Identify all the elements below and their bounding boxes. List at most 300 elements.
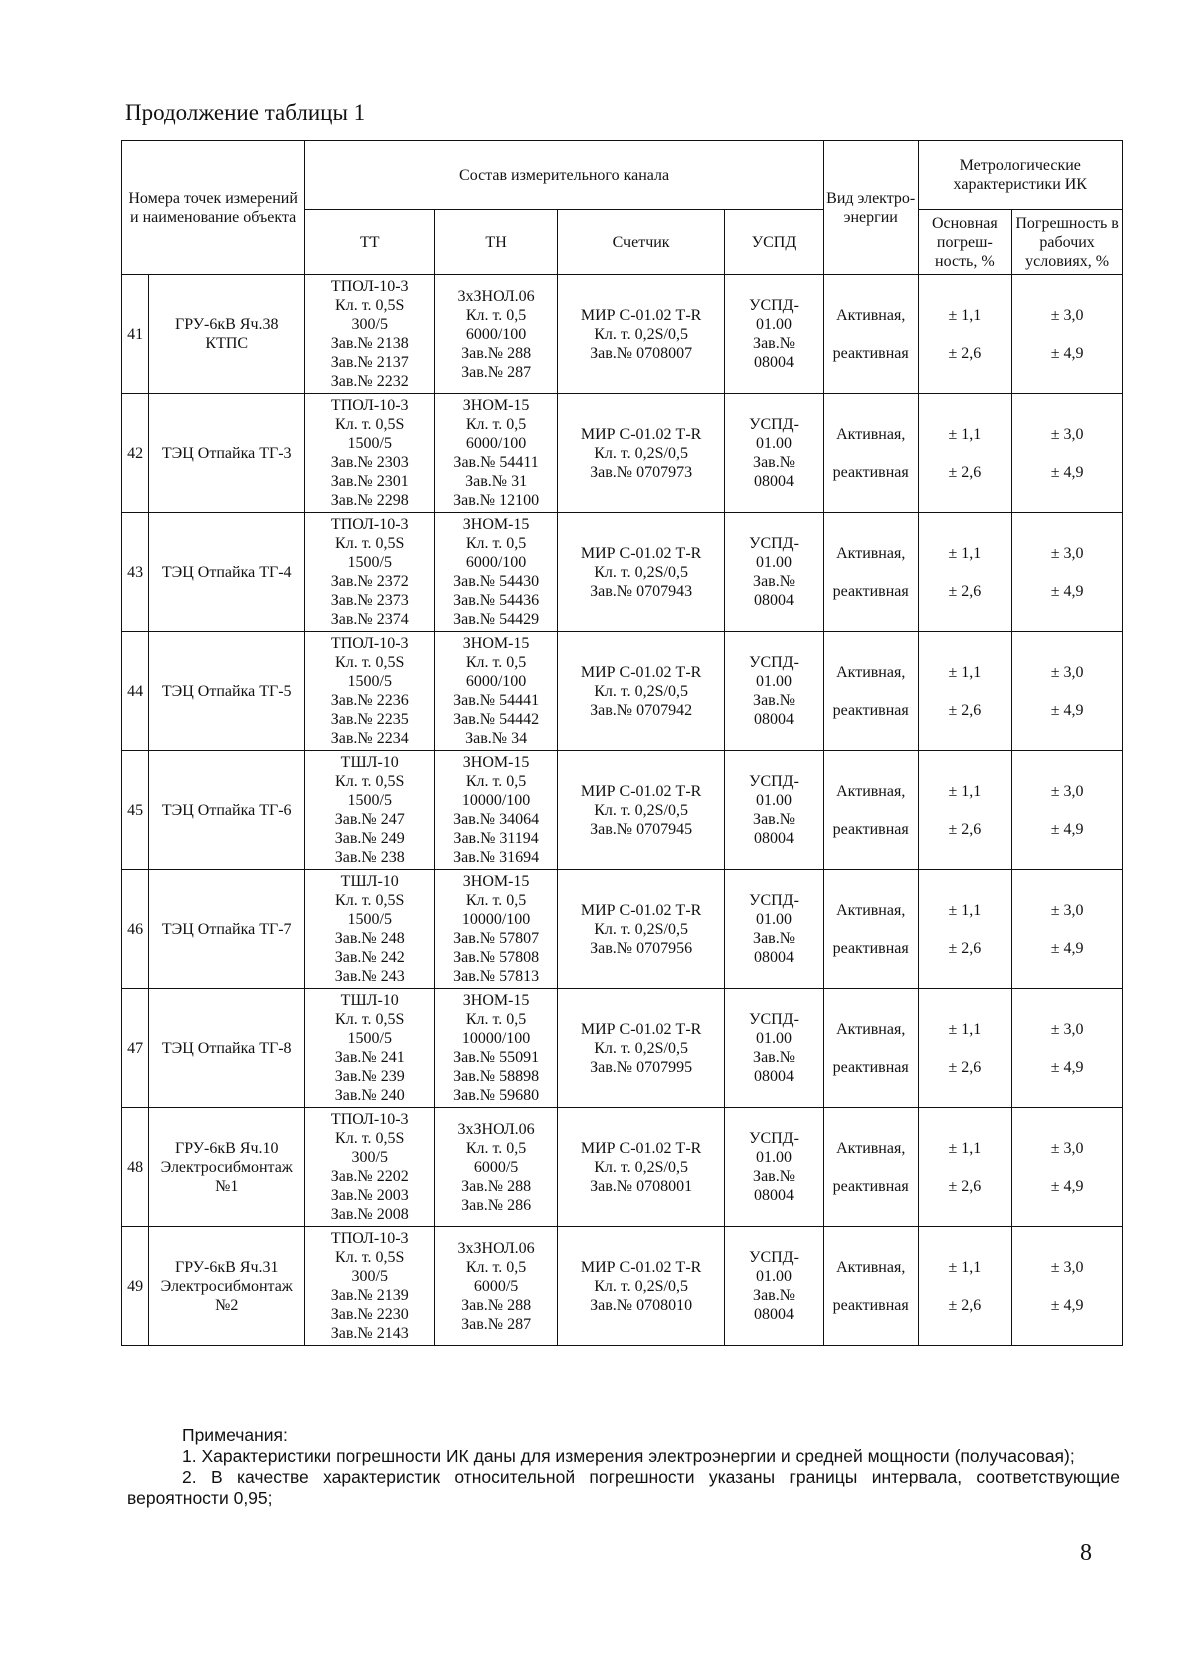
tn-cell-line: Зав.№ 57813 [453,968,540,985]
meter-cell-line: Зав.№ 0707945 [590,820,693,838]
basic-error-cell [918,1108,1012,1227]
uspd-cell-line: УСПД- [749,1130,799,1147]
tt-cell-line: ТПОЛ-10-3 [330,1111,409,1128]
tt-cell-line: Кл. т. 0,5S [335,535,405,552]
tn-cell-line: Зав.№ 286 [461,1196,532,1214]
uspd-cell-line: 08004 [754,592,795,609]
meter-cell [558,275,725,394]
tt-cell [305,751,435,870]
tn-cell-line: Кл. т. 0,5 [465,1258,527,1276]
meter-cell-line: Зав.№ 0707995 [590,1058,693,1076]
notes [127,1425,1120,1509]
uspd-cell-line: УСПД- [749,1011,799,1028]
uspd-cell-line: 08004 [754,949,795,966]
working-error-cell-line: ± 4,9 [1050,1058,1084,1076]
tn-cell-line: 10000/100 [461,792,531,809]
uspd-cell-line: УСПД- [749,654,799,671]
uspd-cell-line: 08004 [754,473,795,490]
tn-cell-line: Зав.№ 54441 [453,692,540,709]
working-error-cell-line: ± 4,9 [1050,463,1084,481]
tt-cell-line: Зав.№ 2236 [330,692,409,709]
tn-cell-line: 6000/100 [465,435,527,452]
object-name-line: Электросибмонтаж [160,1158,293,1176]
table-row [122,870,1123,989]
basic-error-cell-line: ± 2,6 [948,344,982,362]
uspd-cell-line: УСПД- [749,892,799,909]
working-error-cell-line: ± 4,9 [1050,701,1084,719]
tt-cell-line: ТПОЛ-10-3 [330,635,409,652]
basic-error-cell-line: ± 1,1 [948,1258,982,1276]
object-name-line: ТЭЦ Отпайка ТГ-5 [161,682,292,700]
tn-cell [435,989,558,1108]
object-name-line: ТЭЦ Отпайка ТГ-8 [161,1039,292,1057]
tt-cell-line: Кл. т. 0,5S [335,1130,405,1147]
basic-error-cell-line: ± 2,6 [948,1177,982,1195]
tn-cell-line: Кл. т. 0,5 [465,892,527,909]
meter-cell-line: МИР С-01.02 Т-R [580,782,702,800]
working-error-cell [1012,513,1123,632]
row-number: 41 [122,275,149,394]
tn-cell [435,1227,558,1346]
working-error-cell [1012,1108,1123,1227]
working-error-cell [1012,275,1123,394]
working-error-cell [1012,1227,1123,1346]
tn-cell-line: Зав.№ 55091 [453,1049,540,1066]
meter-cell-line: Кл. т. 0,2S/0,5 [594,325,688,343]
basic-error-cell-line: ± 2,6 [948,1296,982,1314]
tt-cell-line: ТШЛ-10 [340,873,399,890]
meter-cell-line: МИР С-01.02 Т-R [580,425,702,443]
tt-cell-line: Зав.№ 2202 [330,1168,409,1185]
tn-cell-line: Зав.№ 54442 [453,711,540,728]
tt-cell-line: Зав.№ 2234 [330,730,409,747]
object-name-line: ТЭЦ Отпайка ТГ-7 [161,920,292,938]
tt-cell-line: Кл. т. 0,5S [335,773,405,790]
tt-cell [305,632,435,751]
working-error-cell-line: ± 4,9 [1050,344,1084,362]
uspd-cell-line: Зав.№ [753,930,795,947]
basic-error-cell-line: ± 2,6 [948,939,982,957]
header-tt: ТТ [305,210,435,275]
uspd-cell [725,275,824,394]
tt-cell-line: Кл. т. 0,5S [335,892,405,909]
object-name-line: ТЭЦ Отпайка ТГ-6 [161,801,292,819]
uspd-cell-line: Зав.№ [753,692,795,709]
meter-cell-line: Зав.№ 0707973 [590,463,693,481]
energy-cell [823,632,918,751]
tn-cell-line: Кл. т. 0,5 [465,1011,527,1028]
tt-cell-line: Зав.№ 238 [334,849,405,866]
working-error-cell-line: ± 3,0 [1050,782,1084,800]
tn-cell-line: 6000/5 [473,1277,519,1295]
tn-cell-line: ЗНОМ-15 [462,397,530,414]
tt-cell-line: ТПОЛ-10-3 [330,397,409,414]
energy-cell-line: Активная, [836,782,906,800]
uspd-cell-line: 01.00 [756,435,793,452]
tt-cell [305,870,435,989]
tt-cell-line: Зав.№ 240 [334,1087,405,1104]
row-number: 46 [122,870,149,989]
basic-error-cell-line: ± 2,6 [948,1058,982,1076]
tn-cell [435,632,558,751]
tn-cell-line: Кл. т. 0,5 [465,416,527,433]
tn-cell [435,1108,558,1227]
working-error-cell-line: ± 3,0 [1050,1020,1084,1038]
uspd-cell-line: Зав.№ [753,1049,795,1066]
uspd-cell-line: Зав.№ [753,1168,795,1185]
row-number: 48 [122,1108,149,1227]
table-row [122,751,1123,870]
meter-cell-line: МИР С-01.02 Т-R [580,544,702,562]
basic-error-cell-line: ± 1,1 [948,663,982,681]
basic-error-cell-line: ± 1,1 [948,782,982,800]
tt-cell-line: Кл. т. 0,5S [335,297,405,314]
tn-cell-line: Зав.№ 54429 [453,611,540,628]
uspd-cell [725,513,824,632]
basic-error-cell-line: ± 2,6 [948,582,982,600]
tn-cell-line: Зав.№ 287 [461,1315,532,1333]
working-error-cell-line: ± 3,0 [1050,901,1084,919]
header-energy-type: Вид электро-энергии [823,141,918,275]
tt-cell-line: Зав.№ 2301 [330,473,409,490]
tt-cell-line: 300/5 [351,316,388,333]
tn-cell-line: Зав.№ 12100 [453,492,540,509]
table-row [122,513,1123,632]
row-number: 42 [122,394,149,513]
object-name-line: ГРУ-6кВ Яч.31 [174,1258,279,1276]
basic-error-cell-line: ± 2,6 [948,463,982,481]
tn-cell-line: Зав.№ 288 [461,1177,532,1195]
uspd-cell-line: 01.00 [756,673,793,690]
meter-cell [558,1227,725,1346]
uspd-cell-line: 01.00 [756,1268,793,1285]
meter-cell-line: Зав.№ 0707942 [590,701,693,719]
tn-cell-line: Зав.№ 287 [461,363,532,381]
basic-error-cell [918,870,1012,989]
tt-cell-line: Зав.№ 2303 [330,454,409,471]
tn-cell [435,870,558,989]
tt-cell-line: Зав.№ 2374 [330,611,409,628]
working-error-cell-line: ± 3,0 [1050,1139,1084,1157]
table-row [122,394,1123,513]
object-name [149,1108,305,1227]
page-heading: Продолжение таблицы 1 [125,100,366,125]
basic-error-cell-line: ± 1,1 [948,306,982,324]
meter-cell-line: Зав.№ 0708001 [590,1177,693,1195]
tn-cell-line: ЗНОМ-15 [462,635,530,652]
tt-cell-line: Зав.№ 242 [334,949,405,966]
row-number: 49 [122,1227,149,1346]
tt-cell-line: 1500/5 [347,554,392,571]
table-row [122,989,1123,1108]
uspd-cell-line: 08004 [754,830,795,847]
meter-cell [558,870,725,989]
uspd-cell [725,394,824,513]
tn-cell-line: 6000/100 [465,554,527,571]
object-name-line: ГРУ-6кВ Яч.38 [174,316,279,333]
uspd-cell-line: 08004 [754,1306,795,1323]
tn-cell-line: Зав.№ 34064 [453,811,540,828]
note-item: 1. Характеристики погрешности ИК даны для измерения электроэнергии и средней мощности (получасовая); [182,1446,1075,1466]
meter-cell-line: МИР С-01.02 Т-R [580,1258,702,1276]
object-name [149,275,305,394]
basic-error-cell-line: ± 1,1 [948,425,982,443]
tt-cell-line: 1500/5 [347,1030,392,1047]
tn-cell-line: Зав.№ 57807 [453,930,540,947]
tn-cell-line: Кл. т. 0,5 [465,1139,527,1157]
row-number: 45 [122,751,149,870]
meter-cell-line: Кл. т. 0,2S/0,5 [594,801,688,819]
tt-cell-line: Зав.№ 247 [334,811,405,828]
object-name [149,394,305,513]
tt-cell-line: ТПОЛ-10-3 [330,278,409,295]
working-error-cell [1012,394,1123,513]
tt-cell-line: Зав.№ 239 [334,1068,405,1085]
uspd-cell-line: 01.00 [756,554,793,571]
basic-error-cell [918,989,1012,1108]
tn-cell-line: 10000/100 [461,911,531,928]
tn-cell-line: 10000/100 [461,1030,531,1047]
meter-cell [558,1108,725,1227]
tn-cell [435,513,558,632]
tt-cell [305,1227,435,1346]
uspd-cell [725,1108,824,1227]
meter-cell [558,989,725,1108]
tt-cell-line: Зав.№ 249 [334,830,405,847]
tt-cell-line: Зав.№ 248 [334,930,405,947]
meter-cell [558,394,725,513]
uspd-cell-line: Зав.№ [753,335,795,352]
energy-cell-line: реактивная [832,463,909,481]
energy-cell-line: Активная, [836,1139,906,1157]
working-error-cell [1012,751,1123,870]
notes-title: Примечания: [182,1425,288,1445]
meter-cell-line: Зав.№ 0708010 [590,1296,693,1314]
tt-cell-line: Зав.№ 243 [334,968,405,985]
tt-cell-line: Зав.№ 2003 [330,1187,409,1204]
meter-cell-line: МИР С-01.02 Т-R [580,901,702,919]
tt-cell-line: ТШЛ-10 [340,992,399,1009]
energy-cell-line: реактивная [832,701,909,719]
uspd-cell-line: 01.00 [756,1149,793,1166]
tn-cell-line: Зав.№ 34 [465,730,528,747]
tt-cell-line: Зав.№ 2139 [330,1287,409,1304]
tn-cell-line: Зав.№ 54436 [453,592,540,609]
energy-cell-line: реактивная [832,1177,909,1195]
uspd-cell [725,751,824,870]
meter-cell-line: Кл. т. 0,2S/0,5 [594,1277,688,1295]
uspd-cell-line: Зав.№ [753,573,795,590]
basic-error-cell [918,751,1012,870]
object-name-line: №2 [215,1296,239,1314]
header-uspd: УСПД [725,210,824,275]
energy-cell-line: Активная, [836,901,906,919]
note-item: 2. В качестве характеристик относительной погрешности указаны границы интервала, соответствующие вероятности 0,95; [127,1467,1120,1508]
meter-cell [558,632,725,751]
energy-cell-line: реактивная [832,582,909,600]
working-error-cell-line: ± 3,0 [1050,425,1084,443]
object-name-line: Электросибмонтаж [160,1277,293,1295]
working-error-cell [1012,989,1123,1108]
energy-cell-line: Активная, [836,425,906,443]
header-working-error: Погрешность в рабочих условиях, % [1012,210,1123,275]
meter-cell-line: МИР С-01.02 Т-R [580,1139,702,1157]
tt-cell-line: Зав.№ 2372 [330,573,409,590]
tt-cell-line: Зав.№ 2143 [330,1325,409,1342]
energy-cell [823,751,918,870]
tt-cell-line: 1500/5 [347,673,392,690]
uspd-cell-line: 08004 [754,354,795,371]
energy-cell [823,1227,918,1346]
object-name-line: №1 [215,1177,239,1195]
table-row [122,275,1123,394]
working-error-cell-line: ± 4,9 [1050,1177,1084,1195]
table-body [122,275,1123,1346]
tn-cell-line: ЗНОМ-15 [462,516,530,533]
tt-cell-line: 1500/5 [347,792,392,809]
tt-cell-line: Зав.№ 2137 [330,354,409,371]
energy-cell-line: Активная, [836,1020,906,1038]
tt-cell [305,394,435,513]
row-number: 43 [122,513,149,632]
tn-cell-line: Зав.№ 57808 [453,949,540,966]
energy-cell-line: реактивная [832,939,909,957]
header-basic-error: Основная погреш-ность, % [918,210,1012,275]
tn-cell-line: 3хЗНОЛ.06 [457,1120,535,1138]
meter-cell-line: Кл. т. 0,2S/0,5 [594,1039,688,1057]
energy-cell-line: реактивная [832,820,909,838]
working-error-cell-line: ± 3,0 [1050,663,1084,681]
meter-cell-line: Кл. т. 0,2S/0,5 [594,1158,688,1176]
tn-cell-line: Кл. т. 0,5 [465,306,527,324]
energy-cell-line: реактивная [832,1296,909,1314]
tt-cell [305,513,435,632]
meter-cell [558,751,725,870]
uspd-cell-line: УСПД- [749,1249,799,1266]
tt-cell-line: ТШЛ-10 [340,754,399,771]
uspd-cell-line: 01.00 [756,1030,793,1047]
uspd-cell-line: 01.00 [756,911,793,928]
energy-cell-line: реактивная [832,1058,909,1076]
uspd-cell-line: Зав.№ [753,1287,795,1304]
energy-cell-line: Активная, [836,1258,906,1276]
meter-cell-line: Кл. т. 0,2S/0,5 [594,444,688,462]
tn-cell [435,394,558,513]
header-meter: Счетчик [558,210,725,275]
energy-cell-line: Активная, [836,306,906,324]
meter-cell-line: Зав.№ 0707956 [590,939,693,957]
object-name-line: ТЭЦ Отпайка ТГ-3 [161,444,292,462]
basic-error-cell [918,513,1012,632]
basic-error-cell [918,1227,1012,1346]
uspd-cell-line: 01.00 [756,792,793,809]
tn-cell-line: Кл. т. 0,5 [465,535,527,552]
meter-cell-line: МИР С-01.02 Т-R [580,306,702,324]
tt-cell-line: ТПОЛ-10-3 [330,1230,409,1247]
tt-cell [305,1108,435,1227]
tt-cell-line: Зав.№ 2008 [330,1206,409,1223]
header-points: Номера точек измерений и наименование объекта [122,141,305,275]
tt-cell-line: Зав.№ 2138 [330,335,409,352]
tt-cell-line: Зав.№ 2230 [330,1306,409,1323]
uspd-cell-line: 08004 [754,1187,795,1204]
page-number: 8 [1080,1540,1092,1566]
tt-cell-line: Зав.№ 2298 [330,492,409,509]
basic-error-cell-line: ± 2,6 [948,701,982,719]
energy-cell [823,394,918,513]
header-composition: Состав измерительного канала [305,141,824,210]
tn-cell-line: 3хЗНОЛ.06 [457,1239,535,1257]
energy-cell [823,870,918,989]
tn-cell-line: Зав.№ 31194 [453,830,539,847]
basic-error-cell [918,632,1012,751]
table-row [122,1227,1123,1346]
energy-cell-line: Активная, [836,663,906,681]
meter-cell-line: Зав.№ 0707943 [590,582,693,600]
tn-cell-line: Зав.№ 59680 [453,1087,540,1104]
tn-cell-line: Кл. т. 0,5 [465,654,527,671]
tn-cell-line: 3хЗНОЛ.06 [457,287,535,305]
object-name [149,989,305,1108]
uspd-cell-line: УСПД- [749,297,799,314]
meter-cell-line: Зав.№ 0708007 [590,344,693,362]
tt-cell-line: 1500/5 [347,911,392,928]
tt-cell-line: Кл. т. 0,5S [335,416,405,433]
tt-cell-line: Кл. т. 0,5S [335,1011,405,1028]
uspd-cell [725,989,824,1108]
basic-error-cell-line: ± 2,6 [948,820,982,838]
uspd-cell [725,870,824,989]
energy-cell-line: реактивная [832,344,909,362]
row-number: 47 [122,989,149,1108]
basic-error-cell [918,394,1012,513]
meter-cell-line: Кл. т. 0,2S/0,5 [594,563,688,581]
basic-error-cell-line: ± 1,1 [948,901,982,919]
tn-cell-line: Зав.№ 58898 [453,1068,540,1085]
meter-cell-line: Кл. т. 0,2S/0,5 [594,682,688,700]
uspd-cell-line: УСПД- [749,416,799,433]
basic-error-cell-line: ± 1,1 [948,1020,982,1038]
working-error-cell-line: ± 4,9 [1050,820,1084,838]
tn-cell [435,751,558,870]
header-tn: ТН [435,210,558,275]
basic-error-cell-line: ± 1,1 [948,544,982,562]
uspd-cell-line: 08004 [754,1068,795,1085]
tt-cell-line: Зав.№ 2373 [330,592,409,609]
basic-error-cell [918,275,1012,394]
tn-cell-line: Зав.№ 54430 [453,573,540,590]
meter-cell-line: МИР С-01.02 Т-R [580,1020,702,1038]
meter-cell-line: Кл. т. 0,2S/0,5 [594,920,688,938]
uspd-cell-line: 01.00 [756,316,793,333]
tn-cell-line: 6000/100 [465,325,527,343]
measurement-channels-table [121,140,1123,1346]
object-name [149,751,305,870]
tn-cell-line: 6000/5 [473,1158,519,1176]
tt-cell-line: Кл. т. 0,5S [335,654,405,671]
working-error-cell [1012,632,1123,751]
working-error-cell [1012,870,1123,989]
tn-cell-line: 6000/100 [465,673,527,690]
object-name-line: ГРУ-6кВ Яч.10 [174,1139,279,1157]
uspd-cell-line: 08004 [754,711,795,728]
uspd-cell [725,1227,824,1346]
row-number: 44 [122,632,149,751]
tt-cell-line: Зав.№ 241 [334,1049,405,1066]
table-row [122,632,1123,751]
meter-cell-line: МИР С-01.02 Т-R [580,663,702,681]
uspd-cell-line: УСПД- [749,535,799,552]
